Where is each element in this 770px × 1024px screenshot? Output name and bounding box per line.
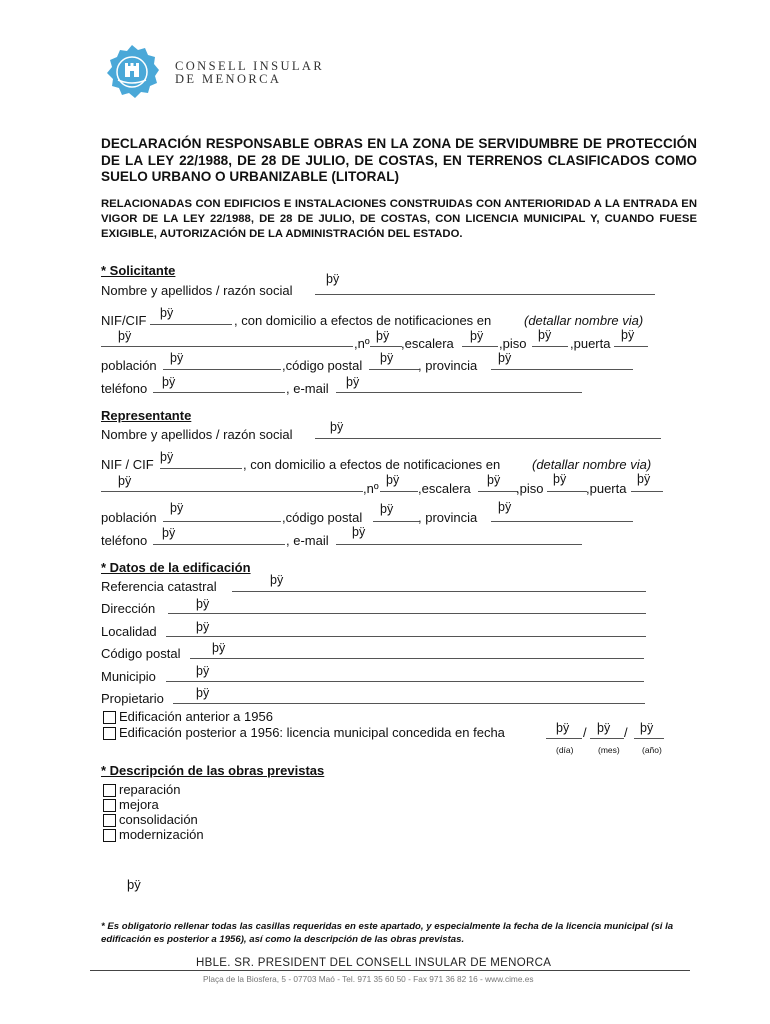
org-name-line2: DE MENORCA (175, 72, 282, 86)
edificacion-ref-label: Referencia catastral (101, 579, 217, 594)
representante-name-field[interactable] (315, 438, 661, 439)
representante-nif-label: NIF / CIF (101, 457, 154, 472)
date-separator-1: / (583, 725, 587, 740)
edificacion-cp-label: Código postal (101, 646, 181, 661)
representante-cp-label: ,código postal (282, 510, 363, 525)
licencia-ano-field[interactable] (634, 738, 664, 739)
edificacion-localidad-label: Localidad (101, 624, 157, 639)
solicitante-domicilio-hint: (detallar nombre via) (524, 313, 644, 328)
representante-heading: Representante (101, 408, 192, 423)
dia-caption: (día) (556, 745, 574, 755)
footer-address: Plaça de la Biosfera, 5 - 07703 Maó - Tel. 971 35 60 50 - Fax 971 36 82 16 - www.cime.es (203, 974, 534, 984)
solicitante-piso-value: þÿ (538, 328, 552, 342)
representante-piso-value: þÿ (553, 472, 567, 486)
edificacion-ref-value: þÿ (270, 573, 284, 587)
representante-nif-field[interactable] (160, 468, 242, 469)
solicitante-telefono-field[interactable] (153, 392, 285, 393)
reparacion-label: reparación (119, 782, 181, 797)
licencia-mes-value: þÿ (597, 721, 611, 735)
solicitante-poblacion-label: población (101, 358, 157, 373)
solicitante-cp-field[interactable] (369, 369, 419, 370)
edificacion-direccion-label: Dirección (101, 601, 156, 616)
mejora-label: mejora (119, 797, 159, 812)
edificacion-cp-value: þÿ (212, 641, 226, 655)
mandatory-note: * Es obligatorio rellenar todas las casillas requeridas en este apartado, y especialmente la fecha de la licencia municipal (si la edificación es posterior a 1956), así como la descripción de las obras previstas. (101, 921, 674, 945)
representante-cp-value: þÿ (380, 502, 394, 516)
representante-email-field[interactable] (336, 544, 582, 545)
edificacion-localidad-field[interactable] (166, 636, 646, 637)
solicitante-email-label: , e-mail (286, 381, 329, 396)
edificacion-municipio-value: þÿ (196, 664, 210, 678)
representante-email-label: , e-mail (286, 533, 329, 548)
representante-email-value: þÿ (352, 525, 366, 539)
solicitante-nif-value: þÿ (160, 306, 174, 320)
footer-divider (90, 970, 690, 971)
solicitante-puerta-label: ,puerta (570, 336, 611, 351)
solicitante-email-field[interactable] (336, 392, 582, 393)
representante-num-field[interactable] (380, 491, 418, 492)
posterior-1956-checkbox[interactable] (103, 727, 116, 740)
solicitante-cp-value: þÿ (380, 351, 394, 365)
solicitante-email-value: þÿ (346, 375, 360, 389)
representante-cp-field[interactable] (373, 521, 419, 522)
solicitante-via-field[interactable] (101, 346, 353, 347)
edificacion-localidad-value: þÿ (196, 620, 210, 634)
posterior-1956-label: Edificación posterior a 1956: licencia municipal concedida en fecha (119, 725, 505, 740)
consell-logo (104, 44, 160, 100)
date-separator-2: / (624, 725, 628, 740)
licencia-dia-field[interactable] (546, 738, 582, 739)
licencia-ano-value: þÿ (640, 721, 654, 735)
footer-addressee: HBLE. SR. PRESIDENT DEL CONSELL INSULAR DE MENORCA (196, 957, 552, 969)
ano-caption: (año) (642, 745, 662, 755)
representante-escalera-label: ,escalera (418, 481, 471, 496)
representante-poblacion-value: þÿ (170, 501, 184, 515)
edificacion-propietario-field[interactable] (173, 703, 645, 704)
edificacion-direccion-value: þÿ (196, 597, 210, 611)
solicitante-puerta-value: þÿ (621, 328, 635, 342)
mes-caption: (mes) (598, 745, 620, 755)
representante-num-label: ,nº (363, 481, 379, 496)
solicitante-name-label: Nombre y apellidos / razón social (101, 283, 293, 298)
org-name-line1: CONSELL INSULAR (175, 59, 325, 73)
licencia-mes-field[interactable] (590, 738, 624, 739)
representante-provincia-label: , provincia (418, 510, 478, 525)
representante-via-field[interactable] (101, 491, 363, 492)
modernizacion-checkbox[interactable] (103, 829, 116, 842)
obras-description-value[interactable]: þÿ (127, 877, 141, 892)
modernizacion-label: modernización (119, 827, 204, 842)
solicitante-provincia-label: , provincia (418, 358, 478, 373)
obras-heading: * Descripción de las obras previstas (101, 763, 325, 778)
solicitante-escalera-value: þÿ (470, 329, 484, 343)
solicitante-num-field[interactable] (370, 346, 402, 347)
solicitante-escalera-field[interactable] (462, 346, 498, 347)
representante-telefono-value: þÿ (162, 526, 176, 540)
consolidacion-checkbox[interactable] (103, 814, 116, 827)
representante-escalera-value: þÿ (487, 473, 501, 487)
representante-provincia-field[interactable] (491, 521, 633, 522)
representante-poblacion-field[interactable] (163, 521, 281, 522)
representante-name-value: þÿ (330, 420, 344, 434)
solicitante-cp-label: ,código postal (282, 358, 363, 373)
representante-domicilio-hint: (detallar nombre via) (532, 457, 652, 472)
solicitante-provincia-value: þÿ (498, 351, 512, 365)
solicitante-domicilio-label: , con domicilio a efectos de notificaciones en (234, 313, 492, 328)
edificacion-municipio-field[interactable] (166, 681, 644, 682)
solicitante-nif-label: NIF/CIF (101, 313, 147, 328)
representante-num-value: þÿ (386, 473, 400, 487)
solicitante-name-value: þÿ (326, 272, 340, 286)
solicitante-piso-field[interactable] (532, 346, 568, 347)
edificacion-direccion-field[interactable] (168, 613, 646, 614)
solicitante-piso-label: ,piso (499, 336, 527, 351)
representante-domicilio-label: , con domicilio a efectos de notificaciones en (243, 457, 501, 472)
solicitante-escalera-label: ,escalera (401, 336, 454, 351)
document-title: DECLARACIÓN RESPONSABLE OBRAS EN LA ZONA DE SERVIDUMBRE DE PROTECCIÓN DE LA LEY 22/1988, DE 28 DE JULIO, DE COSTAS, EN TERRENOS CLASIFICADOS COMO SUELO URBANO O URBANIZABLE (LITORAL) (101, 136, 697, 184)
solicitante-heading: * Solicitante (101, 263, 176, 278)
representante-provincia-value: þÿ (498, 500, 512, 514)
edificacion-propietario-value: þÿ (196, 686, 210, 700)
solicitante-num-label: ,nº (354, 336, 370, 351)
representante-piso-label: ,piso (516, 481, 544, 496)
representante-nif-value: þÿ (160, 450, 174, 464)
consolidacion-label: consolidación (119, 812, 198, 827)
representante-puerta-field[interactable] (631, 491, 663, 492)
edificacion-propietario-label: Propietario (101, 691, 164, 706)
solicitante-poblacion-field[interactable] (163, 369, 281, 370)
representante-via-value: þÿ (118, 474, 132, 488)
representante-escalera-field[interactable] (478, 491, 518, 492)
edificacion-ref-field[interactable] (232, 591, 646, 592)
reparacion-checkbox[interactable] (103, 784, 116, 797)
mejora-checkbox[interactable] (103, 799, 116, 812)
representante-poblacion-label: población (101, 510, 157, 525)
solicitante-poblacion-value: þÿ (170, 351, 184, 365)
anterior-1956-label: Edificación anterior a 1956 (119, 709, 273, 724)
solicitante-num-value: þÿ (376, 329, 390, 343)
anterior-1956-checkbox[interactable] (103, 711, 116, 724)
solicitante-telefono-label: teléfono (101, 381, 148, 396)
licencia-dia-value: þÿ (556, 721, 570, 735)
representante-piso-field[interactable] (547, 491, 587, 492)
representante-telefono-label: teléfono (101, 533, 148, 548)
edificacion-cp-field[interactable] (190, 658, 644, 659)
edificacion-heading: * Datos de la edificación (101, 560, 251, 575)
solicitante-name-field[interactable] (315, 294, 655, 295)
representante-telefono-field[interactable] (153, 544, 285, 545)
solicitante-puerta-field[interactable] (614, 346, 648, 347)
solicitante-telefono-value: þÿ (162, 375, 176, 389)
representante-name-label: Nombre y apellidos / razón social (101, 427, 293, 442)
edificacion-municipio-label: Municipio (101, 669, 156, 684)
representante-puerta-value: þÿ (637, 472, 651, 486)
solicitante-via-value: þÿ (118, 329, 132, 343)
solicitante-provincia-field[interactable] (491, 369, 633, 370)
representante-puerta-label: ,puerta (586, 481, 627, 496)
document-subtitle: RELACIONADAS CON EDIFICIOS E INSTALACIONES CONSTRUIDAS CON ANTERIORIDAD A LA ENTRADA EN VIGOR DE LA LEY 22/1988, DE 28 DE JULIO, DE COSTAS, CON LICENCIA MUNICIPAL Y, CUANDO FUESE EXIGIBLE, AUTORIZACIÓN DE LA ADMINISTRACIÓN DEL ESTADO. (101, 198, 697, 240)
solicitante-nif-field[interactable] (150, 324, 232, 325)
